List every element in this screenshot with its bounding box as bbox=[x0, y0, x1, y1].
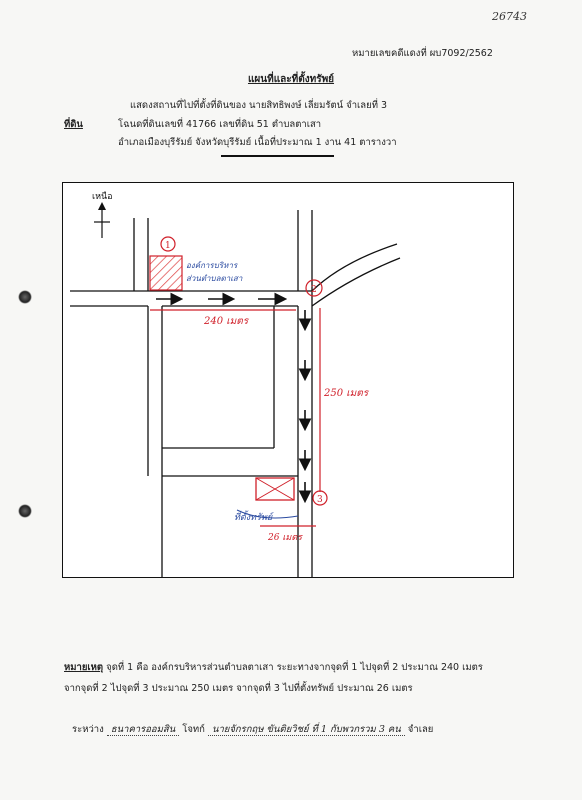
point1-name-line1: องค์การบริหาร bbox=[186, 261, 238, 270]
title-underline-rule bbox=[221, 155, 334, 157]
plaintiff-label: โจทก์ bbox=[182, 724, 205, 735]
info-line-deed: โฉนดที่ดินเลขที่ 41766 เลขที่ดิน 51 ตำบลตาเสา bbox=[118, 119, 322, 130]
handwritten-number: 26743 bbox=[492, 10, 527, 23]
dist-3-prop-label: 26 เมตร bbox=[268, 533, 303, 543]
punch-hole-icon bbox=[18, 290, 32, 304]
north-arrow-icon bbox=[94, 202, 110, 238]
note-line-1 bbox=[64, 660, 483, 675]
note-label: หมายเหตุ bbox=[64, 662, 104, 673]
point3-number: 3 bbox=[317, 495, 323, 505]
parties-line bbox=[72, 722, 433, 737]
north-label: เหนือ bbox=[92, 192, 113, 202]
property-parcel bbox=[237, 478, 298, 518]
case-number: หมายเลขคดีแดงที่ ผบ7092/2562 bbox=[352, 48, 493, 59]
location-map bbox=[62, 182, 514, 578]
point1-name-line2: ส่วนตำบลตาเสา bbox=[186, 274, 243, 283]
info-line-location: อำเภอเมืองบุรีรัมย์ จังหวัดบุรีรัมย์ เนื้อที่ประมาณ 1 งาน 41 ตารางวา bbox=[118, 137, 397, 148]
info-line-owner: แสดงสถานที่ไปที่ตั้งที่ดินของ นายสิทธิพงษ์ เลี่ยมรัตน์ จำเลยที่ 3 bbox=[130, 100, 388, 111]
route-arrows bbox=[156, 299, 305, 500]
between-label: ระหว่าง bbox=[72, 724, 104, 735]
point1-number: 1 bbox=[165, 241, 171, 251]
plaintiff-name: ธนาคารออมสิน bbox=[107, 724, 179, 736]
note-text-1: จุดที่ 1 คือ องค์กรบริหารส่วนตำบลตาเสา ระยะทางจากจุดที่ 1 ไปจุดที่ 2 ประมาณ 240 เมตร bbox=[106, 662, 483, 673]
punch-hole-icon bbox=[18, 504, 32, 518]
property-label: ที่ตั้งทรัพย์ bbox=[234, 513, 273, 523]
note-line-2: จากจุดที่ 2 ไปจุดที่ 3 ประมาณ 250 เมตร จากจุดที่ 3 ไปที่ตั้งทรัพย์ ประมาณ 26 เมตร bbox=[64, 683, 413, 694]
defendant-name: นายจักรกฤษ ขันติยวิชย์ ที่ 1 กับพวกรวม 3 คน bbox=[208, 724, 405, 736]
point1-building bbox=[150, 256, 182, 290]
defendant-label: จำเลย bbox=[407, 724, 434, 735]
point2-number: 2 bbox=[311, 285, 317, 295]
dist-2-3-label: 250 เมตร bbox=[324, 388, 369, 399]
page-title: แผนที่และที่ตั้งทรัพย์ bbox=[247, 74, 335, 85]
dist-1-2-label: 240 เมตร bbox=[204, 316, 249, 327]
land-label: ที่ดิน bbox=[64, 119, 83, 130]
